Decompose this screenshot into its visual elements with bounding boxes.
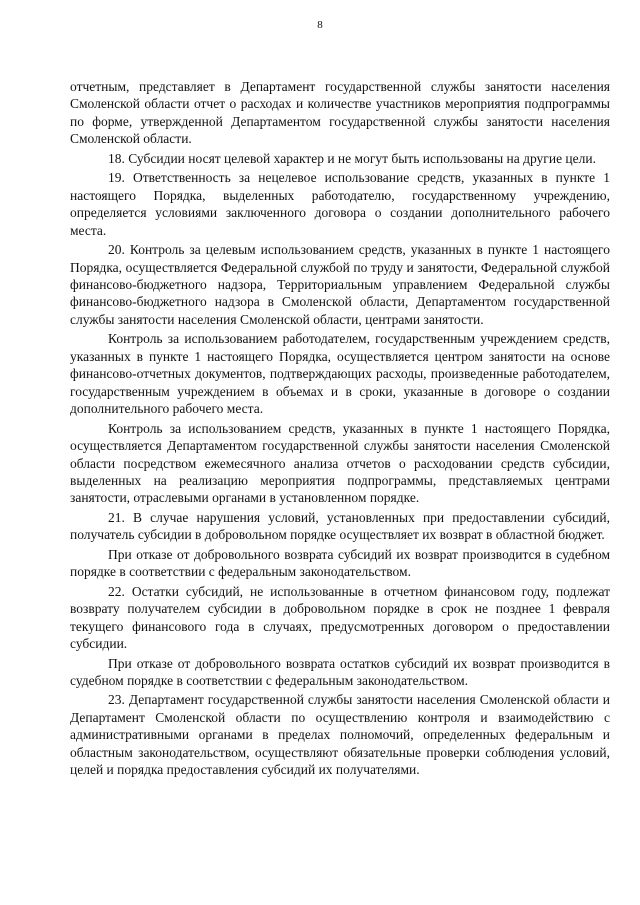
paragraph-item-21: 21. В случае нарушения условий, установленных при предоставлении субсидий, получатель субсидии в добровольном порядке осуществляет их возврат в областной бюджет. [70, 509, 610, 543]
paragraph-item-22-refusal: При отказе от добровольного возврата остатков субсидий их возврат производится в судебном порядке в соответствии с федеральным законодательством. [70, 655, 610, 688]
paragraph-item-21-refusal: При отказе от добровольного возврата субсидий их возврат производится в судебном порядке в соответствии с федеральным законодательством. [70, 546, 610, 580]
paragraph-continuation: отчетным, представляет в Департамент государственной службы занятости населения Смоленской области отчет о расходах и количестве участников мероприятия подпрограммы по форме, утвержденной Департаментом государственной службы занятости населения Смоленской области. [70, 79, 610, 147]
paragraph-item-22: 22. Остатки субсидий, не использованные в отчетном финансовом году, подлежат возврату получателем субсидии в добровольном порядке в срок не позднее 1 февраля текущего финансового года в случаях, предусмотренных договором о предоставлении субсидии. [70, 583, 610, 652]
paragraph-item-20: 20. Контроль за целевым использованием средств, указанных в пункте 1 настоящего Порядка, осуществляется Федеральной службой по труду и занятости, Федеральной службой финансово-бюджетного надзора, Территориальным управлением Федеральной службы финансово-бюджетного надзора в Смоленской области, Департаментом государственной службы занятости населения Смоленской области, центрами занятости. [70, 242, 610, 327]
page-number: 8 [317, 19, 323, 31]
paragraph-item-23: 23. Департамент государственной службы занятости населения Смоленской области и Департамент Смоленской области по осуществлению контроля и взаимодействию с административными органами в пределах полномочий, определенных федеральным и областным законодательством, осуществляют обязательные проверки соблюдения условий, целей и порядка предоставления субсидий их получателями. [70, 692, 610, 778]
paragraph-item-18: 18. Субсидии носят целевой характер и не могут быть использованы на другие цели. [108, 150, 596, 166]
paragraph-item-19: 19. Ответственность за нецелевое использование средств, указанных в пункте 1 настоящего Порядка, выделенных работодателю, государственному учреждению, определяется условиями заключенного договора о создании дополнительного рабочего места. [70, 170, 610, 238]
paragraph-item-20-department-control: Контроль за использованием средств, указанных в пункте 1 настоящего Порядка, осуществляется Департаментом государственной службы занятости населения Смоленской области посредством ежемесячного анализа отчетов о расходовании средств субсидии, выделенных на реализацию мероприятия подпрограммы, представляемых центрами занятости, отраслевыми органами в установленном порядке. [70, 420, 610, 506]
document-body [70, 78, 610, 779]
paragraph-item-20-employer-control: Контроль за использованием работодателем, государственным учреждением средств, указанных в пункте 1 настоящего Порядка, осуществляется центром занятости на основе финансово-отчетных документов, подтверждающих расходы, произведенные работодателем, государственным учреждением в объемах и в сроки, указанные в договоре о создании дополнительного рабочего места. [70, 331, 610, 417]
